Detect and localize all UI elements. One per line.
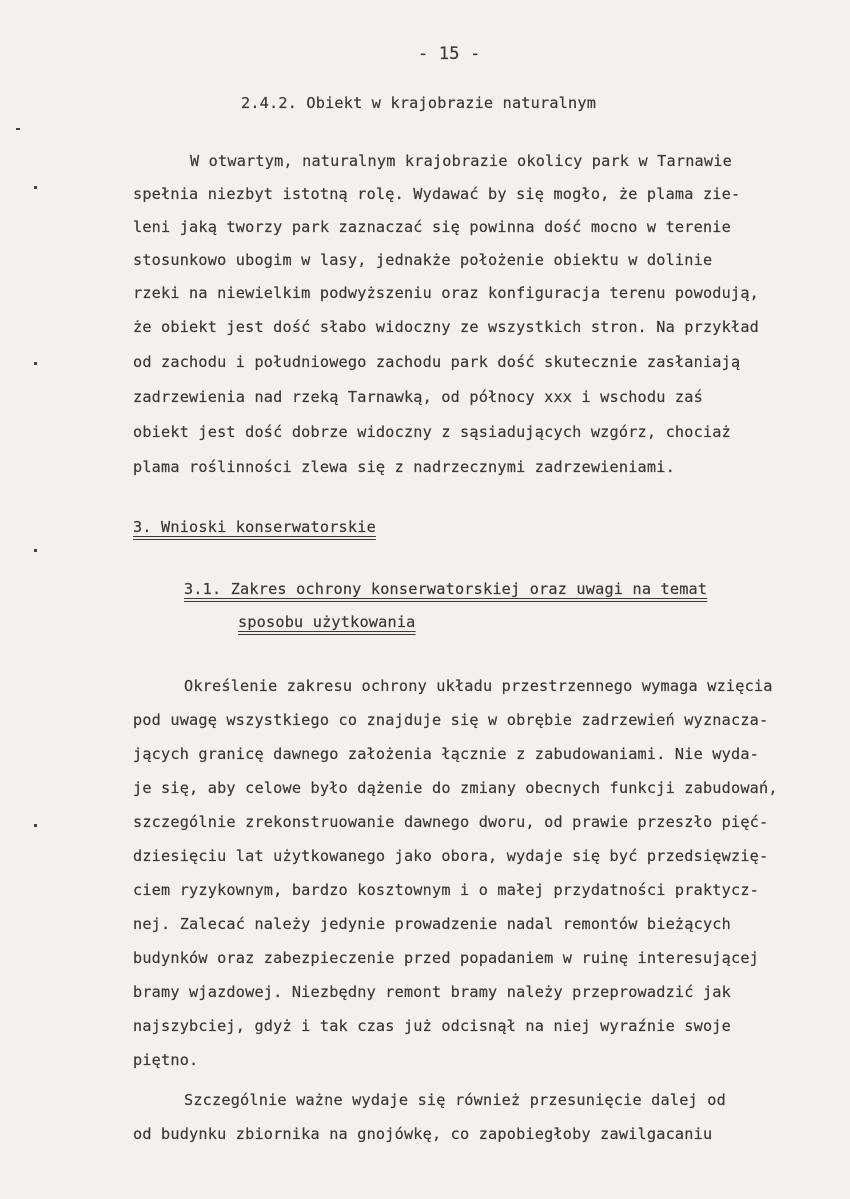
scan-speck [34, 362, 37, 365]
paragraph-line: nej. Zalecać należy jedynie prowadzenie nadal remontów bieżących [133, 915, 731, 933]
paragraph-line: jących granicę dawnego założenia łącznie z zabudowaniami. Nie wyda- [133, 745, 760, 763]
paragraph-line: piętno. [133, 1051, 199, 1069]
paragraph-line: Określenie zakresu ochrony układu przestrzennego wymaga wzięcia [184, 677, 773, 695]
scan-speck [34, 186, 37, 189]
paragraph-line: że obiekt jest dość słabo widoczny ze wszystkich stron. Na przykład [133, 318, 760, 336]
heading-3-1-line-2: sposobu użytkowania [238, 613, 416, 631]
paragraph-line: je się, aby celowe było dążenie do zmiany obecnych funkcji zabudowań, [133, 779, 778, 797]
paragraph-line: od budynku zbiornika na gnojówkę, co zapobiegłoby zawilgacaniu [133, 1125, 713, 1143]
paragraph-line: leni jaką tworzy park zaznaczać się powinna dość mocno w terenie [133, 218, 731, 236]
paragraph-line: szczególnie zrekonstruowanie dawnego dworu, od prawie przeszło pięć- [133, 813, 769, 831]
paragraph-line: obiekt jest dość dobrze widoczny z sąsiadujących wzgórz, chociaż [133, 423, 731, 441]
paragraph-line: W otwartym, naturalnym krajobrazie okolicy park w Tarnawie [190, 152, 732, 170]
heading-2-4-2: 2.4.2. Obiekt w krajobrazie naturalnym [241, 94, 597, 112]
paragraph-line: pod uwagę wszystkiego co znajduje się w obrębie zadrzewień wyznacza- [133, 711, 769, 729]
paragraph-line: dziesięciu lat użytkowanego jako obora, wydaje się być przedsięwzię- [133, 847, 769, 865]
heading-3: 3. Wnioski konserwatorskie [133, 518, 376, 536]
paragraph-line: najszybciej, gdyż i tak czas już odcisnął na niej wyraźnie swoje [133, 1017, 731, 1035]
paragraph-line: Szczególnie ważne wydaje się również przesunięcie dalej od [184, 1091, 726, 1109]
scan-speck [34, 824, 37, 827]
paragraph-line: ciem ryzykownym, bardzo kosztownym i o małej przydatności praktycz- [133, 881, 760, 899]
page-number: - 15 - [418, 44, 481, 64]
paragraph-line: spełnia niezbyt istotną rolę. Wydawać by się mogło, że plama zie- [133, 185, 741, 203]
paragraph-line: od zachodu i południowego zachodu park dość skutecznie zasłaniają [133, 353, 741, 371]
paragraph-line: zadrzewienia nad rzeką Tarnawką, od północy xxx i wschodu zaś [133, 388, 703, 406]
paragraph-line: stosunkowo ubogim w lasy, jednakże położenie obiektu w dolinie [133, 251, 713, 269]
paragraph-line: plama roślinności zlewa się z nadrzecznymi zadrzewieniami. [133, 458, 675, 476]
scan-speck [16, 128, 20, 130]
paragraph-line: bramy wjazdowej. Niezbędny remont bramy należy przeprowadzić jak [133, 983, 731, 1001]
scan-speck [34, 549, 37, 552]
heading-3-1-line-1: 3.1. Zakres ochrony konserwatorskiej oraz uwagi na temat [184, 580, 708, 598]
paragraph-line: budynków oraz zabezpieczenie przed popadaniem w ruinę interesującej [133, 949, 760, 967]
paragraph-line: rzeki na niewielkim podwyższeniu oraz konfiguracja terenu powodują, [133, 284, 760, 302]
